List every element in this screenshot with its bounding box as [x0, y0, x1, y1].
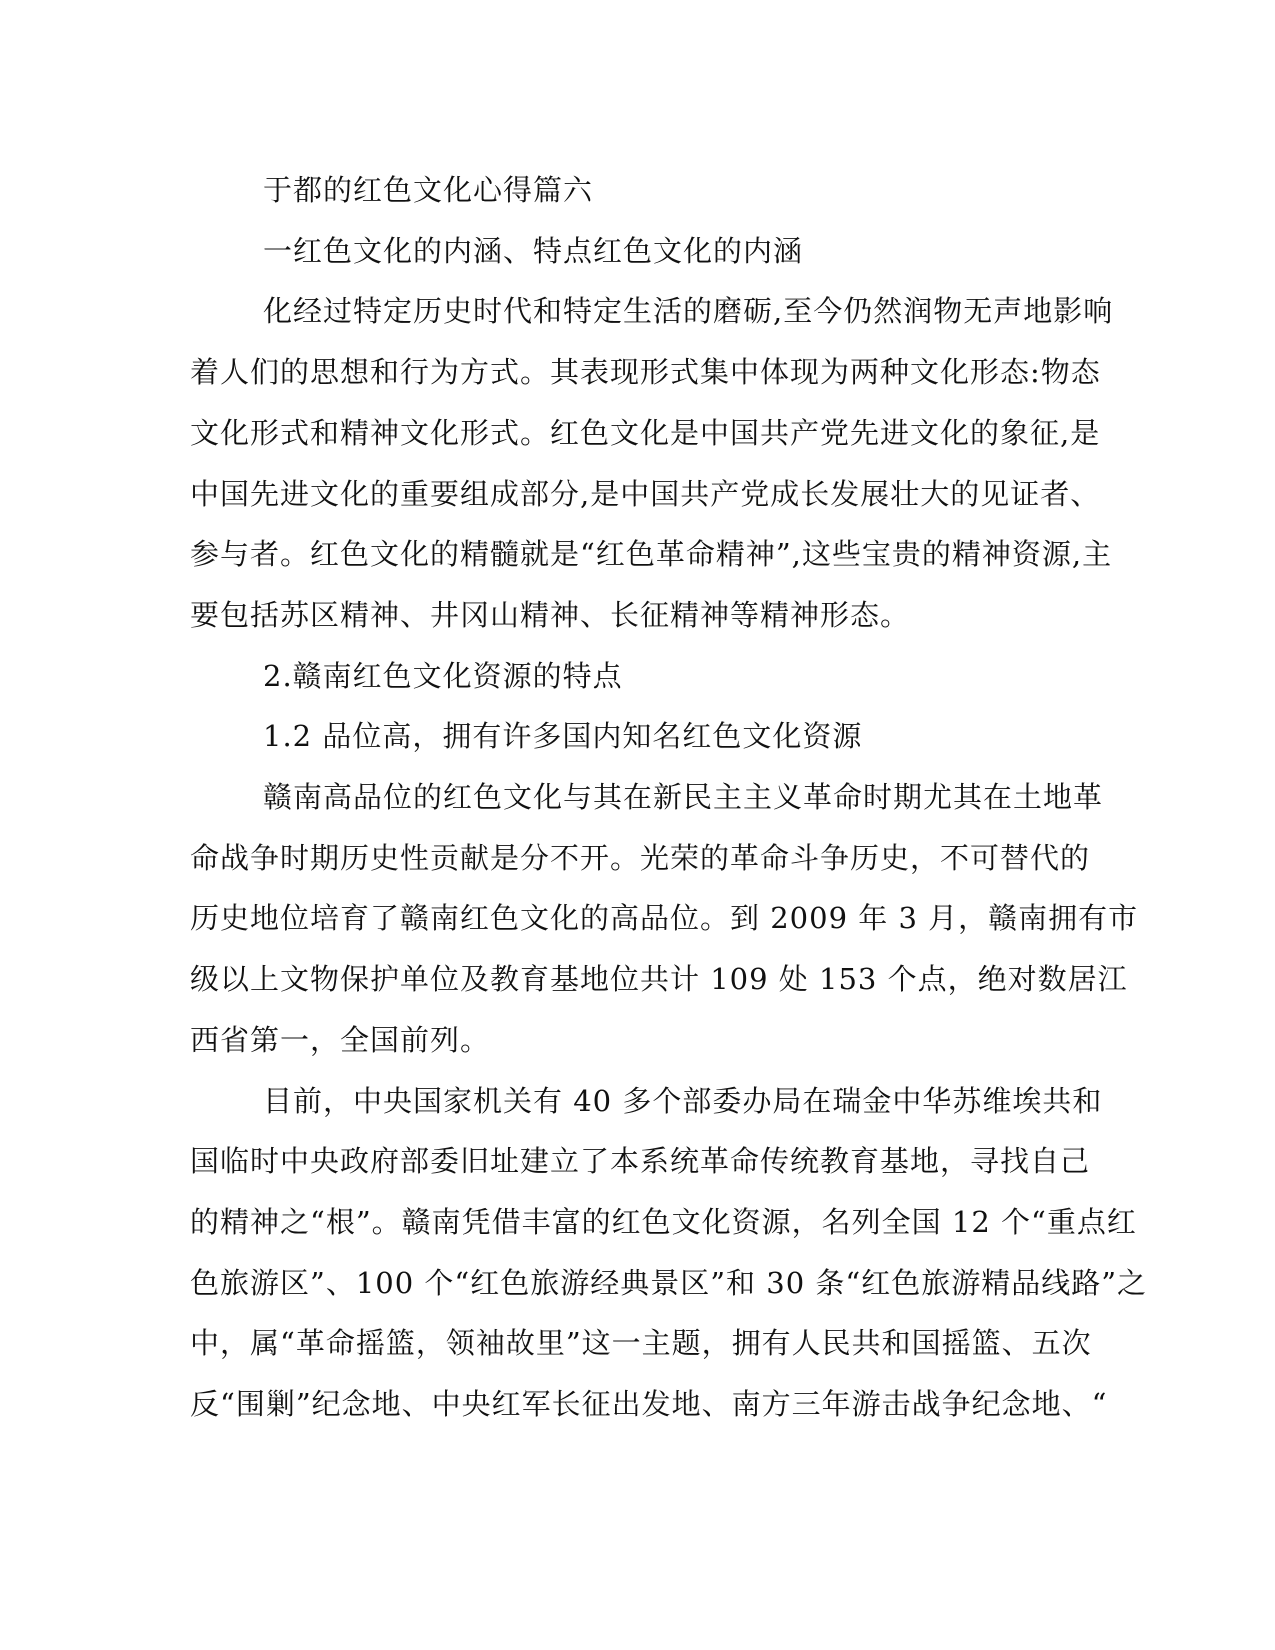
paragraph-line: 文化形式和精神文化形式。红色文化是中国共产党先进文化的象征,是 — [190, 415, 1101, 450]
paragraph-line: 命战争时期历史性贡献是分不开。光荣的革命斗争历史，不可替代的 — [190, 840, 1091, 875]
document-body — [190, 160, 1148, 1435]
section-heading: 2.赣南红色文化资源的特点 — [263, 658, 623, 693]
paragraph-line: 中国先进文化的重要组成部分,是中国共产党成长发展壮大的见证者、 — [190, 476, 1101, 511]
paragraph-line: 色旅游区”、100 个“红色旅游经典景区”和 30 条“红色旅游精品线路”之 — [190, 1265, 1148, 1300]
paragraph-line: 化经过特定历史时代和特定生活的磨砺,至今仍然润物无声地影响 — [263, 294, 1114, 329]
paragraph-line: 要包括苏区精神、井冈山精神、长征精神等精神形态。 — [190, 597, 911, 632]
section-heading: 一红色文化的内涵、特点红色文化的内涵 — [263, 233, 804, 268]
paragraph-line: 国临时中央政府部委旧址建立了本系统革命传统教育基地，寻找自己 — [190, 1144, 1091, 1179]
paragraph-line: 中，属“革命摇篮，领袖故里”这一主题，拥有人民共和国摇篮、五次 — [190, 1326, 1092, 1361]
paragraph-line: 历史地位培育了赣南红色文化的高品位。到 2009 年 3 月，赣南拥有市 — [190, 901, 1139, 936]
paragraph-line: 的精神之“根”。赣南凭借丰富的红色文化资源，名列全国 12 个“重点红 — [190, 1204, 1137, 1239]
paragraph-line: 目前，中央国家机关有 40 多个部委办局在瑞金中华苏维埃共和 — [263, 1083, 1103, 1118]
paragraph-line: 参与者。红色文化的精髓就是“红色革命精神”,这些宝贵的精神资源,主 — [190, 537, 1113, 572]
paragraph-line: 西省第一，全国前列。 — [190, 1022, 491, 1057]
paragraph-line: 着人们的思想和行为方式。其表现形式集中体现为两种文化形态:物态 — [190, 355, 1101, 390]
paragraph-line: 级以上文物保护单位及教育基地位共计 109 处 153 个点，绝对数居江 — [190, 962, 1128, 997]
paragraph-line: 赣南高品位的红色文化与其在新民主主义革命时期尤其在土地革 — [263, 780, 1104, 815]
document-title: 于都的红色文化心得篇六 — [263, 173, 594, 207]
paragraph-line: 反“围剿”纪念地、中央红军长征出发地、南方三年游击战争纪念地、“ — [190, 1387, 1108, 1422]
subsection-heading: 1.2 品位高，拥有许多国内知名红色文化资源 — [263, 719, 863, 754]
